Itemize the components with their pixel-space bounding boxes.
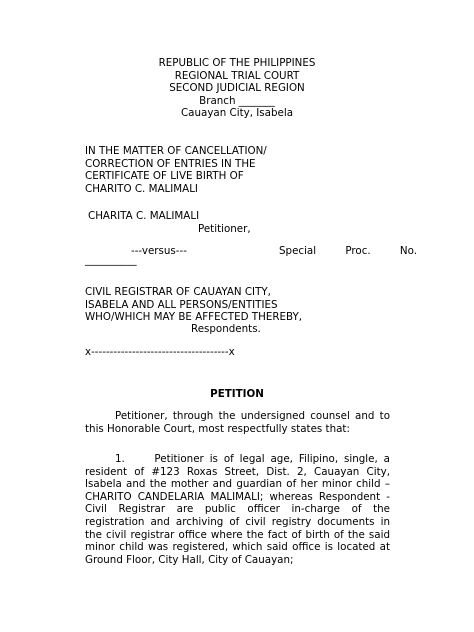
numbered-paragraph-1 (85, 453, 390, 566)
respondent-line: WHO/WHICH MAY BE AFFECTED THEREBY, (85, 311, 303, 324)
matter-line: IN THE MATTER OF CANCELLATION/ (85, 145, 267, 157)
special-word: Special (279, 245, 317, 257)
intro-paragraph: Petitioner, through the undersigned counsel and to this Honorable Court, most respectfully states that: (85, 410, 390, 435)
header-line-region: SECOND JUDICIAL REGION (169, 82, 305, 95)
matter-line: CORRECTION OF ENTRIES IN THE (85, 157, 256, 170)
respondents-label: Respondents. (191, 323, 261, 335)
respondents-block (85, 286, 302, 324)
header-branch (0, 95, 474, 108)
caption-separator: x-------------------------------------x (85, 346, 235, 358)
paragraph-text: Petitioner is of legal age, Filipino, single, a resident of #123 Roxas Street, Dist. 2, Cauayan City, Isabela and the mother and guardian of her minor child – CHARITO CANDELARIA MALIMALI; whereas Respondent - Civil Registrar are public officer in-charge of the registration and archiving of civil registry documents in the civil registrar office where the fact of birth of the said minor child was registered, which said office is located at Ground Floor, City Hall, City of Cauayan; (85, 453, 390, 566)
court-header (0, 57, 474, 120)
branch-blank: _______ (238, 94, 275, 107)
header-line-republic: REPUBLIC OF THE PHILIPPINES (158, 57, 316, 69)
petitioner-label: Petitioner, (198, 223, 251, 235)
paragraph-number: 1. (115, 453, 125, 465)
matter-line: CHARITO C. MALIMALI (85, 182, 198, 195)
petition-title: PETITION (210, 388, 264, 400)
special-proc-no (279, 245, 417, 258)
petitioner-name: CHARITA C. MALIMALI (88, 210, 200, 222)
header-city: Cauayan City, Isabela (180, 107, 294, 120)
matter-title (85, 145, 267, 195)
case-number-blank: __________ (85, 254, 137, 266)
matter-line: CERTIFICATE OF LIVE BIRTH OF (85, 170, 244, 183)
versus-text: ---versus--- (131, 245, 187, 257)
no-word: No. (399, 245, 417, 257)
respondent-line: CIVIL REGISTRAR OF CAUAYAN CITY, (85, 286, 271, 298)
branch-label: Branch (199, 94, 236, 107)
respondent-line: ISABELA AND ALL PERSONS/ENTITIES (85, 298, 278, 311)
header-line-court: REGIONAL TRIAL COURT (174, 69, 300, 82)
proc-word: Proc. (345, 245, 371, 257)
